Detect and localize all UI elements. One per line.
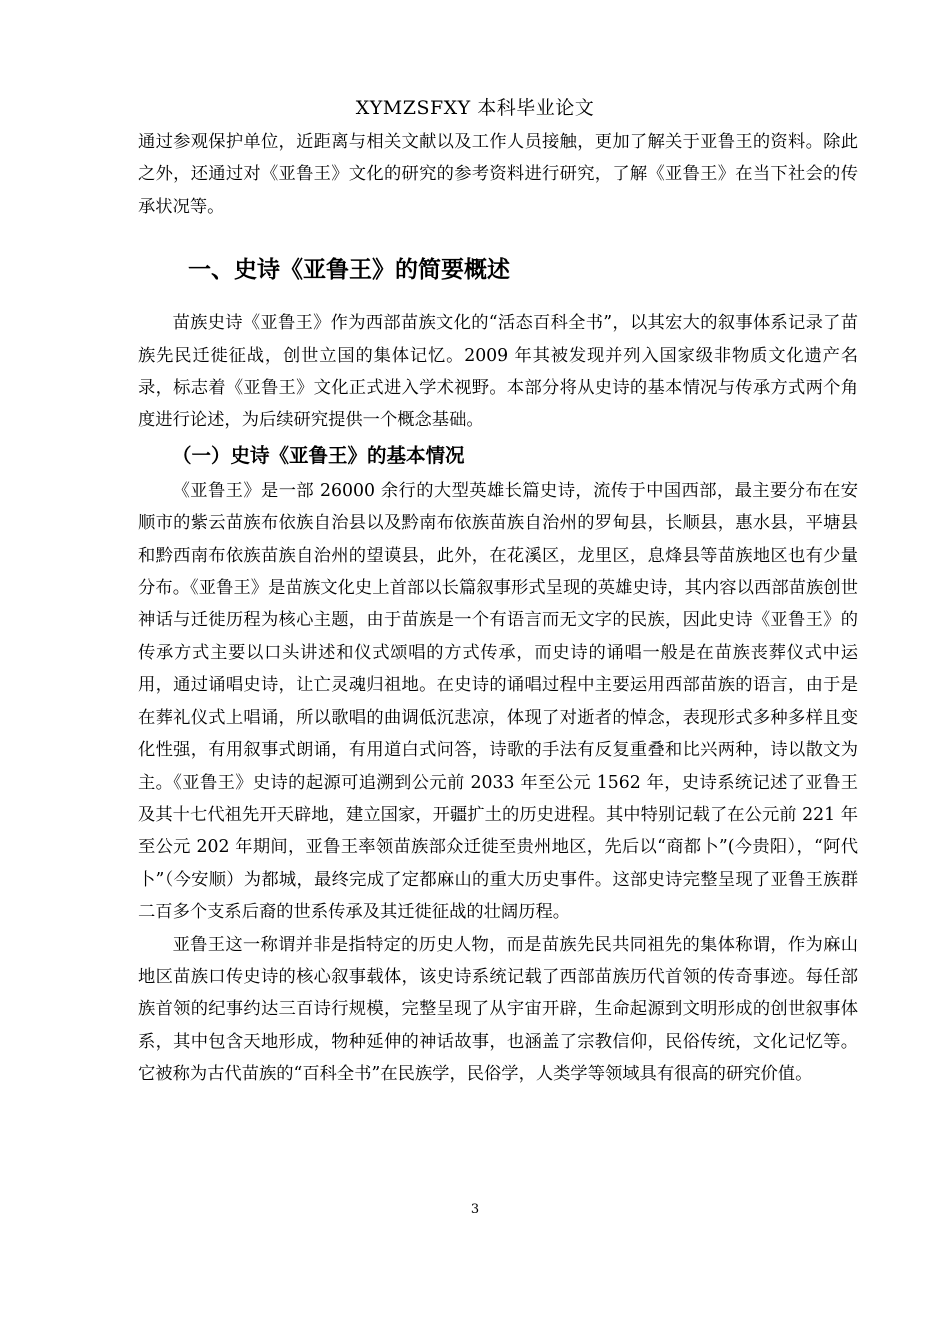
- subsection-1-paragraph-2: 亚鲁王这一称谓并非是指特定的历史人物，而是苗族先民共同祖先的集体称谓，作为麻山地区苗族口传史诗的核心叙事载体，该史诗系统记载了西部苗族历代首领的传奇事迹。每任部族首领的纪事约达三百诗行规模，完整呈现了从宇宙开辟，生命起源到文明形成的创世叙事体系，其中包含天地形成，物种延伸的神话故事，也涵盖了宗教信仰，民俗传统，文化记忆等。它被称为古代苗族的“百科全书”在民族学，民俗学，人类学等领域具有很高的研究价值。: [138, 934, 858, 1085]
- section-heading-1: 一、史诗《亚鲁王》的简要概述: [188, 257, 510, 284]
- section-1-paragraph: 苗族史诗《亚鲁王》作为西部苗族文化的“活态百科全书”，以其宏大的叙事体系记录了苗族先民迁徙征战，创世立国的集体记忆。2009 年其被发现并列入国家级非物质文化遗产名录，标志着《亚鲁王》文化正式进入学术视野。本部分将从史诗的基本情况与传承方式两个角度进行论述，为后续研究提供一个概念基础。: [138, 313, 858, 431]
- subsection-heading-1: （一）史诗《亚鲁王》的基本情况: [172, 443, 465, 467]
- page-header: XYMZSFXY 本科毕业论文: [355, 97, 595, 119]
- page-body: [138, 126, 858, 1091]
- page-number: 3: [470, 1202, 480, 1217]
- subsection-1-paragraph-1: 《亚鲁王》是一部 26000 余行的大型英雄长篇史诗，流传于中国西部，最主要分布在安顺市的紫云苗族布依族自治县以及黔南布依族苗族自治州的罗甸县，长顺县，惠水县，平塘县和黔西南布依族苗族自治州的望谟县，此外，在花溪区，龙里区，息烽县等苗族地区也有少量分布。《亚鲁王》是苗族文化史上首部以长篇叙事形式呈现的英雄史诗，其内容以西部苗族创世神话与迁徙历程为核心主题，由于苗族是一个有语言而无文字的民族，因此史诗《亚鲁王》的传承方式主要以口头讲述和仪式颂唱的方式传承，而史诗的诵唱一般是在苗族丧葬仪式中运用，通过诵唱史诗，让亡灵魂归祖地。在史诗的诵唱过程中主要运用西部苗族的语言，由于是在葬礼仪式上唱诵，所以歌唱的曲调低沉悲凉，体现了对逝者的悼念，表现形式多种多样且变化性强，有用叙事式朗诵，有用道白式问答，诗歌的手法有反复重叠和比兴两种，诗以散文为主。《亚鲁王》史诗的起源可追溯到公元前 2033 年至公元 1562 年，史诗系统记述了亚鲁王及其十七代祖先开天辟地，建立国家，开疆扩土的历史进程。其中特别记载了在公元前 221 年至公元 202 年期间，亚鲁王率领苗族部众迁徙至贵州地区，先后以“商都卜”(今贵阳），“阿代卜”（今安顺）为都城，最终完成了定都麻山的重大历史事件。这部史诗完整呈现了亚鲁王族群二百多个支系后裔的世系传承及其迁徙征战的壮阔历程。: [138, 480, 858, 923]
- intro-paragraph: 通过参观保护单位，近距离与相关文献以及工作人员接触，更加了解关于亚鲁王的资料。除此之外，还通过对《亚鲁王》文化的研究的参考资料进行研究，了解《亚鲁王》在当下社会的传承状况等。: [138, 132, 858, 217]
